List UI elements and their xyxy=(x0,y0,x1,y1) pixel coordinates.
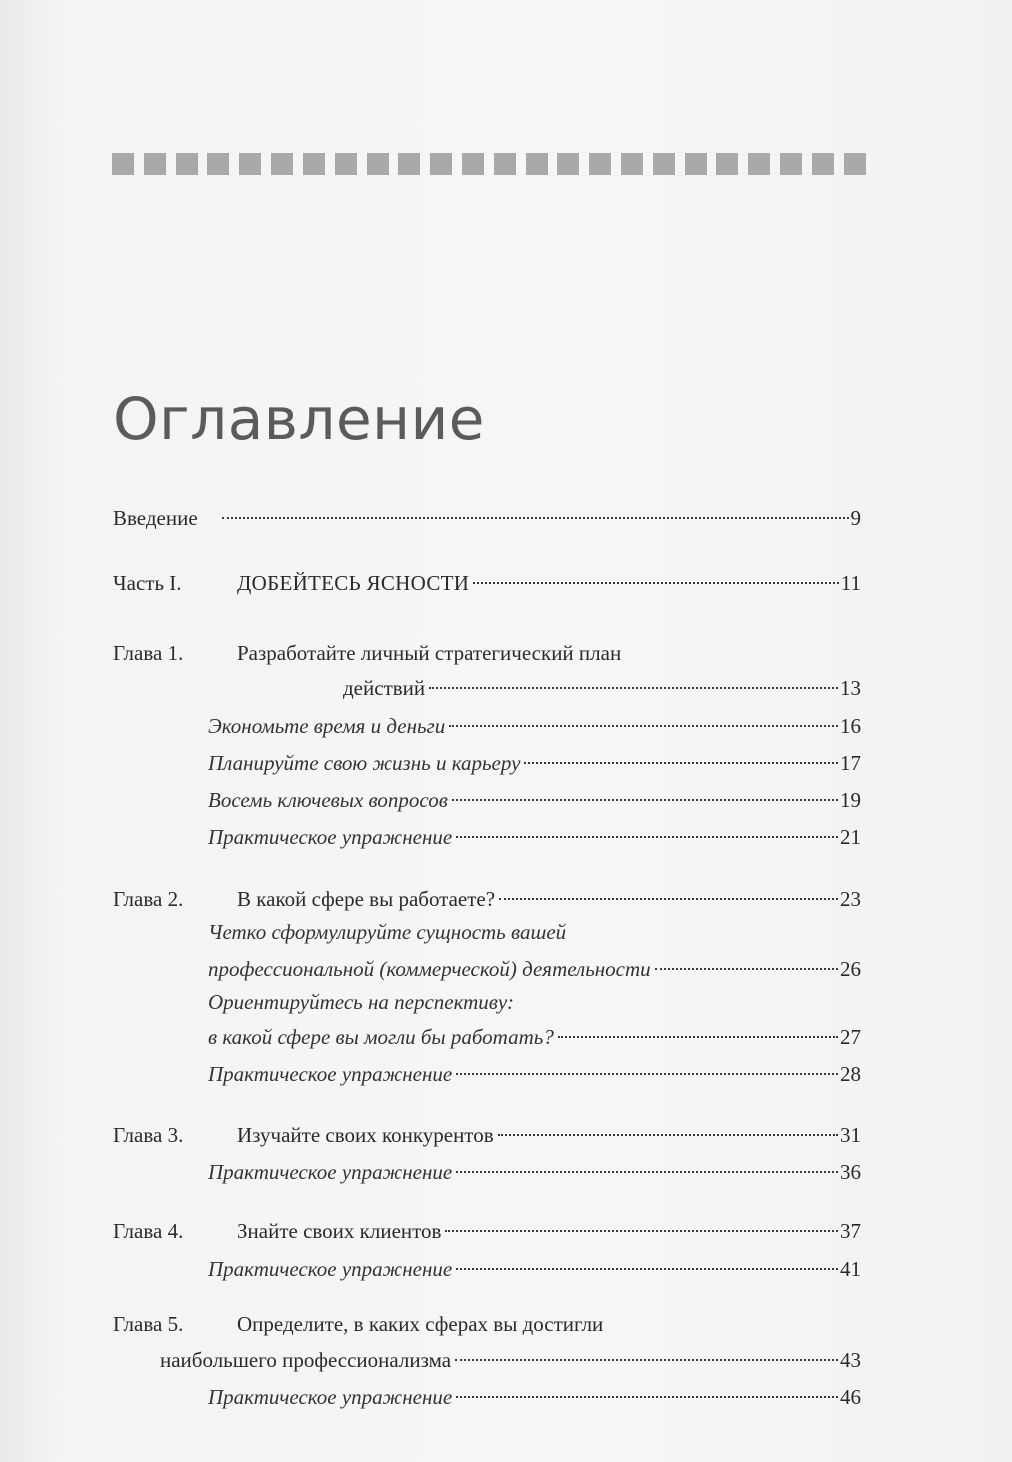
toc-entry-label: Глава 1. xyxy=(113,641,184,665)
toc-page-number: 27 xyxy=(840,1025,861,1049)
toc-subentry-title: Ориентируйтесь на перспективу: xyxy=(208,990,514,1014)
toc-entry-label: Глава 4. xyxy=(113,1219,184,1243)
dot-leader xyxy=(429,687,838,689)
toc-page-number: 16 xyxy=(840,714,861,738)
toc-entry-chapter-5-cont[interactable] xyxy=(113,1345,861,1375)
toc-subentry-title: Восемь ключевых вопросов xyxy=(208,788,448,812)
toc-page-number: 11 xyxy=(840,571,861,595)
toc-entry-chapter-1[interactable] xyxy=(113,638,861,668)
page-title: Оглавление xyxy=(113,385,485,453)
dot-leader xyxy=(449,725,838,727)
toc-subentry[interactable] xyxy=(113,748,861,778)
toc-entry-label: Глава 2. xyxy=(113,887,184,911)
toc-page-number: 37 xyxy=(840,1219,861,1243)
dot-leader xyxy=(498,1134,838,1136)
toc-entry-label: Часть I. xyxy=(113,571,182,595)
dot-leader xyxy=(456,1268,838,1270)
toc-entry-title: В какой сфере вы работаете? xyxy=(237,887,496,911)
toc-entry-intro[interactable] xyxy=(113,503,861,533)
toc-entry-title: действий xyxy=(343,676,426,700)
toc-subentry-title: в какой сфере вы могли бы работать? xyxy=(208,1025,554,1049)
toc-entry-title: Изучайте своих конкурентов xyxy=(237,1123,494,1147)
toc-subentry-title: Практическое упражнение xyxy=(208,1062,453,1086)
toc-subentry-title: Практическое упражнение xyxy=(208,1257,453,1281)
toc-page-number: 36 xyxy=(840,1160,861,1184)
toc-subentry-title: Практическое упражнение xyxy=(208,1160,453,1184)
dot-leader xyxy=(524,762,838,764)
dot-leader xyxy=(445,1230,838,1232)
toc-subentry-title: Экономьте время и деньги xyxy=(208,714,446,738)
toc-entry-part-1[interactable] xyxy=(113,568,861,598)
toc-page-number: 23 xyxy=(840,887,861,911)
toc-subentry[interactable] xyxy=(113,917,861,947)
toc-entry-label: Глава 5. xyxy=(113,1312,184,1336)
toc-page-number: 19 xyxy=(840,788,861,812)
toc-page-number: 21 xyxy=(840,825,861,849)
toc-subentry[interactable] xyxy=(113,1157,861,1187)
toc-subentry-title: Практическое упражнение xyxy=(208,825,453,849)
toc-entry-label: Глава 3. xyxy=(113,1123,184,1147)
dot-leader xyxy=(452,799,838,801)
toc-subentry-title: Планируйте свою жизнь и карьеру xyxy=(208,751,521,775)
toc-page-number: 28 xyxy=(840,1062,861,1086)
toc-entry-chapter-2[interactable] xyxy=(113,884,861,914)
toc-subentry[interactable] xyxy=(113,785,861,815)
toc-subentry[interactable] xyxy=(113,987,861,1017)
toc-subentry[interactable] xyxy=(113,711,861,741)
toc-entry-title: наибольшего профессионализма xyxy=(160,1348,452,1372)
toc-page-number: 41 xyxy=(840,1257,861,1281)
toc-page-number: 13 xyxy=(840,676,861,700)
toc-entry-title: Разработайте личный стратегический план xyxy=(237,641,622,665)
toc-subentry-title: Четко сформулируйте сущность вашей xyxy=(208,920,567,944)
toc-subentry-title: Практическое упражнение xyxy=(208,1385,453,1409)
toc-page-number: 31 xyxy=(840,1123,861,1147)
dot-leader xyxy=(456,1171,838,1173)
toc-subentry[interactable] xyxy=(113,1254,861,1284)
dot-leader xyxy=(455,1359,838,1361)
toc-entry-title: Знайте своих клиентов xyxy=(237,1219,442,1243)
toc-page-number: 9 xyxy=(850,506,861,530)
toc-entry-title: Введение xyxy=(113,506,198,530)
dot-leader xyxy=(473,582,839,584)
toc-subentry-cont[interactable] xyxy=(113,954,861,984)
toc-entry-title: Определите, в каких сферах вы достигли xyxy=(237,1312,604,1336)
toc-subentry-cont[interactable] xyxy=(113,1022,861,1052)
toc-page-number: 46 xyxy=(840,1385,861,1409)
toc-page-number: 26 xyxy=(840,957,861,981)
dot-leader xyxy=(499,898,838,900)
dot-leader xyxy=(222,517,849,519)
toc-entry-title: ДОБЕЙТЕСЬ ЯСНОСТИ xyxy=(237,571,470,595)
dot-leader xyxy=(558,1036,838,1038)
dot-leader xyxy=(456,1073,838,1075)
decorative-square-band xyxy=(112,153,866,175)
toc-entry-chapter-1-cont[interactable] xyxy=(113,673,861,703)
toc-entry-chapter-5[interactable] xyxy=(113,1309,861,1339)
toc-subentry[interactable] xyxy=(113,1059,861,1089)
toc-subentry-title: профессиональной (коммерческой) деятельности xyxy=(208,957,651,981)
toc-subentry[interactable] xyxy=(113,1382,861,1412)
toc-page-number: 43 xyxy=(840,1348,861,1372)
toc-subentry[interactable] xyxy=(113,822,861,852)
dot-leader xyxy=(655,968,838,970)
toc-page-number: 17 xyxy=(840,751,861,775)
toc-entry-chapter-4[interactable] xyxy=(113,1216,861,1246)
dot-leader xyxy=(456,836,838,838)
toc-entry-chapter-3[interactable] xyxy=(113,1120,861,1150)
dot-leader xyxy=(456,1396,838,1398)
